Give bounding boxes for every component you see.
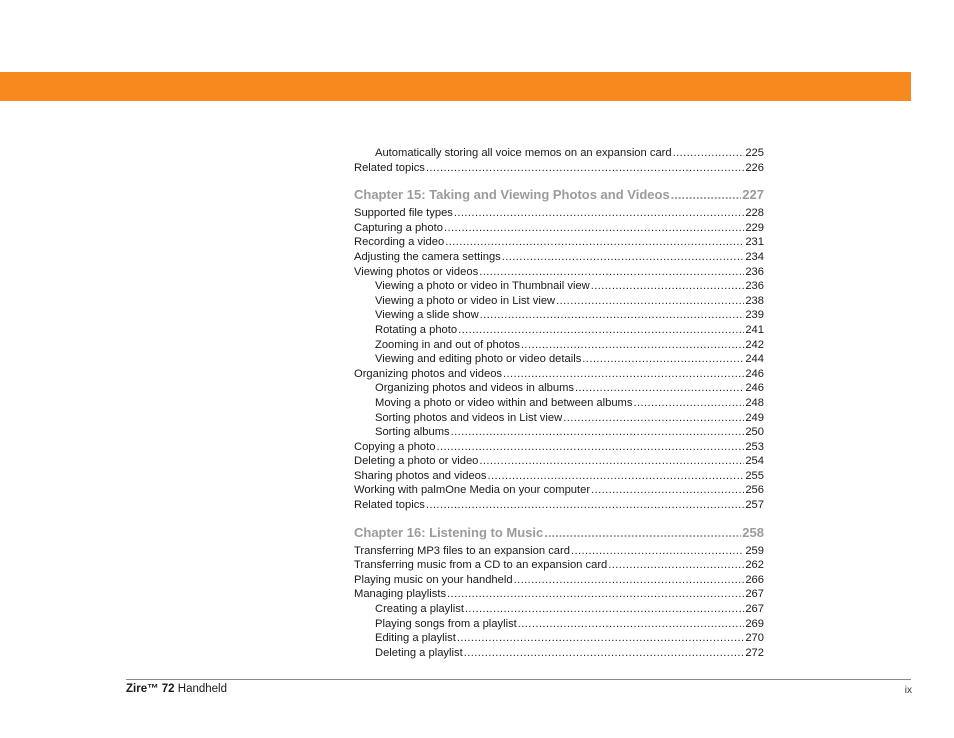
toc-entry-title: Working with palmOne Media on your computer — [354, 484, 591, 497]
toc-entry-page: 248 — [745, 396, 764, 409]
toc-entry-page: 267 — [745, 603, 764, 616]
toc-entry-title: Viewing a slide show — [375, 309, 479, 322]
toc-entry[interactable] — [354, 221, 764, 236]
toc-entry-title: Zooming in and out of photos — [375, 338, 520, 351]
toc-entry-page: 231 — [745, 236, 764, 249]
toc-entry-title: Supported file types — [354, 207, 453, 220]
dot-leader — [457, 631, 744, 646]
toc-entry[interactable] — [354, 235, 764, 250]
toc-entry[interactable] — [354, 161, 764, 176]
dot-leader — [445, 235, 744, 250]
dot-leader — [671, 187, 742, 203]
dot-leader — [479, 265, 744, 280]
dot-leader — [591, 279, 745, 294]
toc-entry-page: 228 — [745, 207, 764, 220]
toc-entry[interactable] — [354, 617, 764, 632]
product-brand: Zire™ 72 — [126, 683, 175, 695]
toc-entry-title: Editing a playlist — [375, 632, 456, 645]
toc-entry[interactable] — [354, 294, 764, 309]
dot-leader — [633, 396, 744, 411]
footer-divider — [126, 679, 911, 680]
toc-entry-title: Recording a video — [354, 236, 445, 249]
toc-entry-title: Deleting a playlist — [375, 646, 463, 659]
toc-entry-page: 257 — [745, 499, 764, 512]
toc-entry[interactable] — [354, 367, 764, 382]
table-of-contents — [354, 146, 764, 660]
dot-leader — [479, 454, 744, 469]
toc-entry-page: 269 — [745, 617, 764, 630]
toc-entry-title: Sharing photos and videos — [354, 469, 487, 482]
toc-entry-page: 225 — [745, 147, 764, 159]
toc-entry-page: 241 — [745, 323, 764, 336]
chapter-title: Chapter 16: Listening to Music — [354, 524, 544, 540]
toc-entry-page: 234 — [745, 250, 764, 263]
dot-leader — [503, 367, 744, 382]
toc-entry[interactable] — [354, 558, 764, 573]
chapter-15-entries — [354, 206, 764, 512]
dot-leader — [521, 338, 744, 353]
toc-entry[interactable] — [354, 454, 764, 469]
toc-entry-page: 254 — [745, 455, 764, 468]
toc-entry[interactable] — [354, 483, 764, 498]
dot-leader — [502, 250, 745, 265]
toc-entry-page: 226 — [745, 161, 764, 174]
toc-entry-title: Automatically storing all voice memos on an expansion card — [375, 147, 672, 159]
toc-entry-title: Adjusting the camera settings — [354, 250, 501, 263]
toc-entry[interactable] — [354, 602, 764, 617]
toc-entry-page: 262 — [745, 559, 764, 572]
toc-entry-page: 242 — [745, 338, 764, 351]
toc-entry[interactable] — [354, 250, 764, 265]
dot-leader — [575, 381, 744, 396]
toc-entry-title: Related topics — [354, 161, 425, 174]
toc-entry[interactable] — [354, 308, 764, 323]
chapter-page: 227 — [742, 187, 764, 203]
toc-entry-page: 229 — [745, 221, 764, 234]
toc-entry-title: Organizing photos and videos in albums — [375, 382, 575, 395]
toc-entry-title: Copying a photo — [354, 440, 436, 453]
toc-entry[interactable] — [354, 631, 764, 646]
dot-leader — [444, 221, 744, 236]
toc-entry-title: Organizing photos and videos — [354, 367, 503, 380]
toc-entry[interactable] — [354, 206, 764, 221]
toc-entry-title: Creating a playlist — [375, 603, 464, 616]
dot-leader — [563, 411, 744, 426]
dot-leader — [514, 573, 745, 588]
toc-entry[interactable] — [354, 265, 764, 280]
dot-leader — [451, 425, 745, 440]
dot-leader — [487, 469, 744, 484]
toc-entry-page: 250 — [745, 426, 764, 439]
toc-entry[interactable] — [354, 146, 764, 161]
toc-entry-title: Capturing a photo — [354, 221, 443, 234]
toc-entry[interactable] — [354, 469, 764, 484]
toc-entry-page: 270 — [745, 632, 764, 645]
dot-leader — [426, 498, 744, 513]
toc-entry[interactable] — [354, 338, 764, 353]
toc-entry[interactable] — [354, 279, 764, 294]
dot-leader — [518, 617, 745, 632]
toc-entry-page: 253 — [745, 440, 764, 453]
chapter-16-heading[interactable] — [354, 525, 764, 541]
toc-entry-title: Viewing and editing photo or video details — [375, 353, 582, 366]
chapter-15-heading[interactable] — [354, 187, 764, 203]
toc-entry-title: Playing songs from a playlist — [375, 617, 517, 630]
dot-leader — [608, 558, 744, 573]
footer-product-name — [126, 683, 227, 695]
toc-entry[interactable] — [354, 396, 764, 411]
toc-entry-title: Sorting albums — [375, 426, 450, 439]
toc-entry-title: Playing music on your handheld — [354, 573, 513, 586]
dot-leader — [673, 146, 745, 161]
dot-leader — [465, 602, 744, 617]
toc-entry-title: Moving a photo or video within and between albums — [375, 396, 633, 409]
toc-entry-title: Transferring MP3 files to an expansion card — [354, 544, 570, 557]
dot-leader — [571, 544, 744, 559]
dot-leader — [464, 646, 745, 661]
toc-entry[interactable] — [354, 381, 764, 396]
dot-leader — [436, 440, 744, 455]
toc-entry-page: 238 — [745, 294, 764, 307]
dot-leader — [544, 525, 741, 541]
toc-entry[interactable] — [354, 411, 764, 426]
chapter-title: Chapter 15: Taking and Viewing Photos and Videos — [354, 187, 670, 203]
toc-top-entries — [354, 146, 764, 175]
toc-entry[interactable] — [354, 498, 764, 513]
toc-entry-title: Deleting a photo or video — [354, 455, 479, 468]
toc-entry-title: Related topics — [354, 499, 425, 512]
toc-entry-page: 267 — [745, 588, 764, 601]
toc-entry-page: 255 — [745, 469, 764, 482]
toc-entry-title: Viewing a photo or video in Thumbnail view — [375, 280, 590, 293]
dot-leader — [458, 323, 744, 338]
toc-entry-page: 256 — [745, 484, 764, 497]
chapter-page: 258 — [742, 524, 764, 540]
dot-leader — [556, 294, 744, 309]
page-number: ix — [904, 685, 912, 696]
toc-entry[interactable] — [354, 440, 764, 455]
dot-leader — [447, 587, 744, 602]
toc-entry[interactable] — [354, 587, 764, 602]
toc-entry-title: Managing playlists — [354, 588, 447, 601]
toc-entry-page: 272 — [745, 646, 764, 659]
toc-entry-title: Viewing photos or videos — [354, 265, 479, 278]
toc-entry-page: 266 — [745, 573, 764, 586]
toc-entry-page: 246 — [745, 367, 764, 380]
dot-leader — [426, 161, 744, 176]
toc-entry[interactable] — [354, 352, 764, 367]
toc-entry-page: 246 — [745, 382, 764, 395]
toc-entry-page: 249 — [745, 411, 764, 424]
dot-leader — [480, 308, 745, 323]
toc-entry[interactable] — [354, 573, 764, 588]
toc-entry[interactable] — [354, 323, 764, 338]
product-suffix: Handheld — [174, 683, 228, 695]
header-accent-bar — [0, 72, 911, 101]
toc-entry-page: 244 — [745, 353, 764, 366]
toc-entry-title: Rotating a photo — [375, 323, 458, 336]
toc-entry-page: 236 — [745, 280, 764, 293]
toc-entry[interactable] — [354, 646, 764, 661]
dot-leader — [454, 206, 744, 221]
dot-leader — [591, 483, 744, 498]
toc-entry-title: Sorting photos and videos in List view — [375, 411, 563, 424]
toc-entry-page: 236 — [745, 265, 764, 278]
chapter-16-entries — [354, 544, 764, 661]
toc-entry-page: 239 — [745, 309, 764, 322]
toc-entry-page: 259 — [745, 544, 764, 557]
toc-entry-title: Transferring music from a CD to an expansion card — [354, 559, 608, 572]
dot-leader — [582, 352, 744, 367]
toc-entry[interactable] — [354, 544, 764, 559]
toc-entry[interactable] — [354, 425, 764, 440]
toc-entry-title: Viewing a photo or video in List view — [375, 294, 556, 307]
